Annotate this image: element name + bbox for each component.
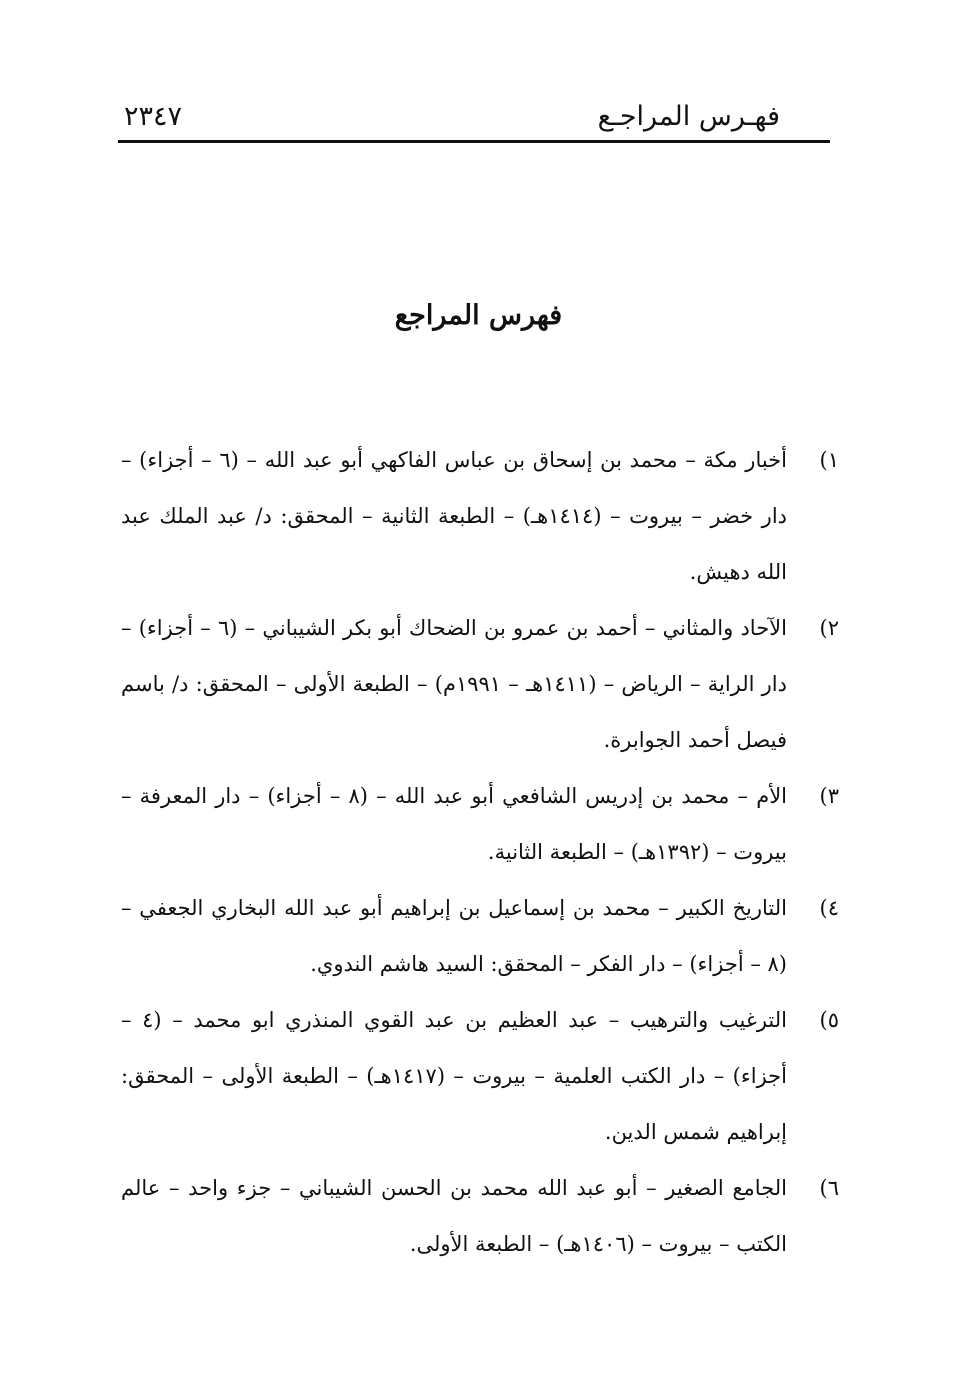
reference-number: ٣) (819, 784, 840, 808)
reference-number: ٥) (819, 1008, 839, 1032)
reference-item (121, 992, 839, 1160)
references-list (121, 432, 839, 1272)
reference-item (121, 432, 839, 600)
reference-number: ٦) (819, 1176, 839, 1200)
reference-item (121, 600, 839, 768)
section-title: فهرس المراجع (394, 300, 563, 331)
reference-text: الترغيب والترهيب – عبد العظيم بن عبد القوي المنذري ابو محمد – (٤ – أجزاء) – دار الكتب العلمية – بيروت – (١٤١٧هـ) – الطبعة الأولى – المحقق: إبراهيم شمس الدين. (121, 1008, 787, 1144)
reference-number: ٤) (819, 896, 839, 920)
reference-number: ٢) (819, 616, 839, 640)
reference-item (121, 880, 839, 992)
running-header (118, 96, 830, 143)
page-number: ٢٣٤٧ (124, 101, 183, 132)
reference-number: ١) (819, 448, 839, 472)
running-header-title: فهـرس المراجـع (597, 101, 780, 132)
reference-item (121, 1160, 839, 1272)
reference-text: أخبار مكة – محمد بن إسحاق بن عباس الفاكهي أبو عبد الله – (٦ – أجزاء) – دار خضر – بيروت – (١٤١٤هـ) – الطبعة الثانية – المحقق: د/ عبد الملك عبد الله دهيش. (121, 448, 788, 584)
reference-text: الآحاد والمثاني – أحمد بن عمرو بن الضحاك أبو بكر الشيباني – (٦ – أجزاء) – دار الراية – الرياض – (١٤١١هـ – ١٩٩١م) – الطبعة الأولى – المحقق: د/ باسم فيصل أحمد الجوابرة. (121, 616, 787, 752)
reference-text: الأم – محمد بن إدريس الشافعي أبو عبد الله – (٨ – أجزاء) – دار المعرفة – بيروت – (١٣٩٢هـ) – الطبعة الثانية. (121, 784, 788, 864)
reference-text: الجامع الصغير – أبو عبد الله محمد بن الحسن الشيباني – جزء واحد – عالم الكتب – بيروت – (١٤٠٦هـ) – الطبعة الأولى. (121, 1176, 787, 1256)
reference-item (121, 768, 839, 880)
reference-text: التاريخ الكبير – محمد بن إسماعيل بن إبراهيم أبو عبد الله البخاري الجعفي – (٨ – أجزاء) – دار الفكر – المحقق: السيد هاشم الندوي. (121, 896, 787, 976)
